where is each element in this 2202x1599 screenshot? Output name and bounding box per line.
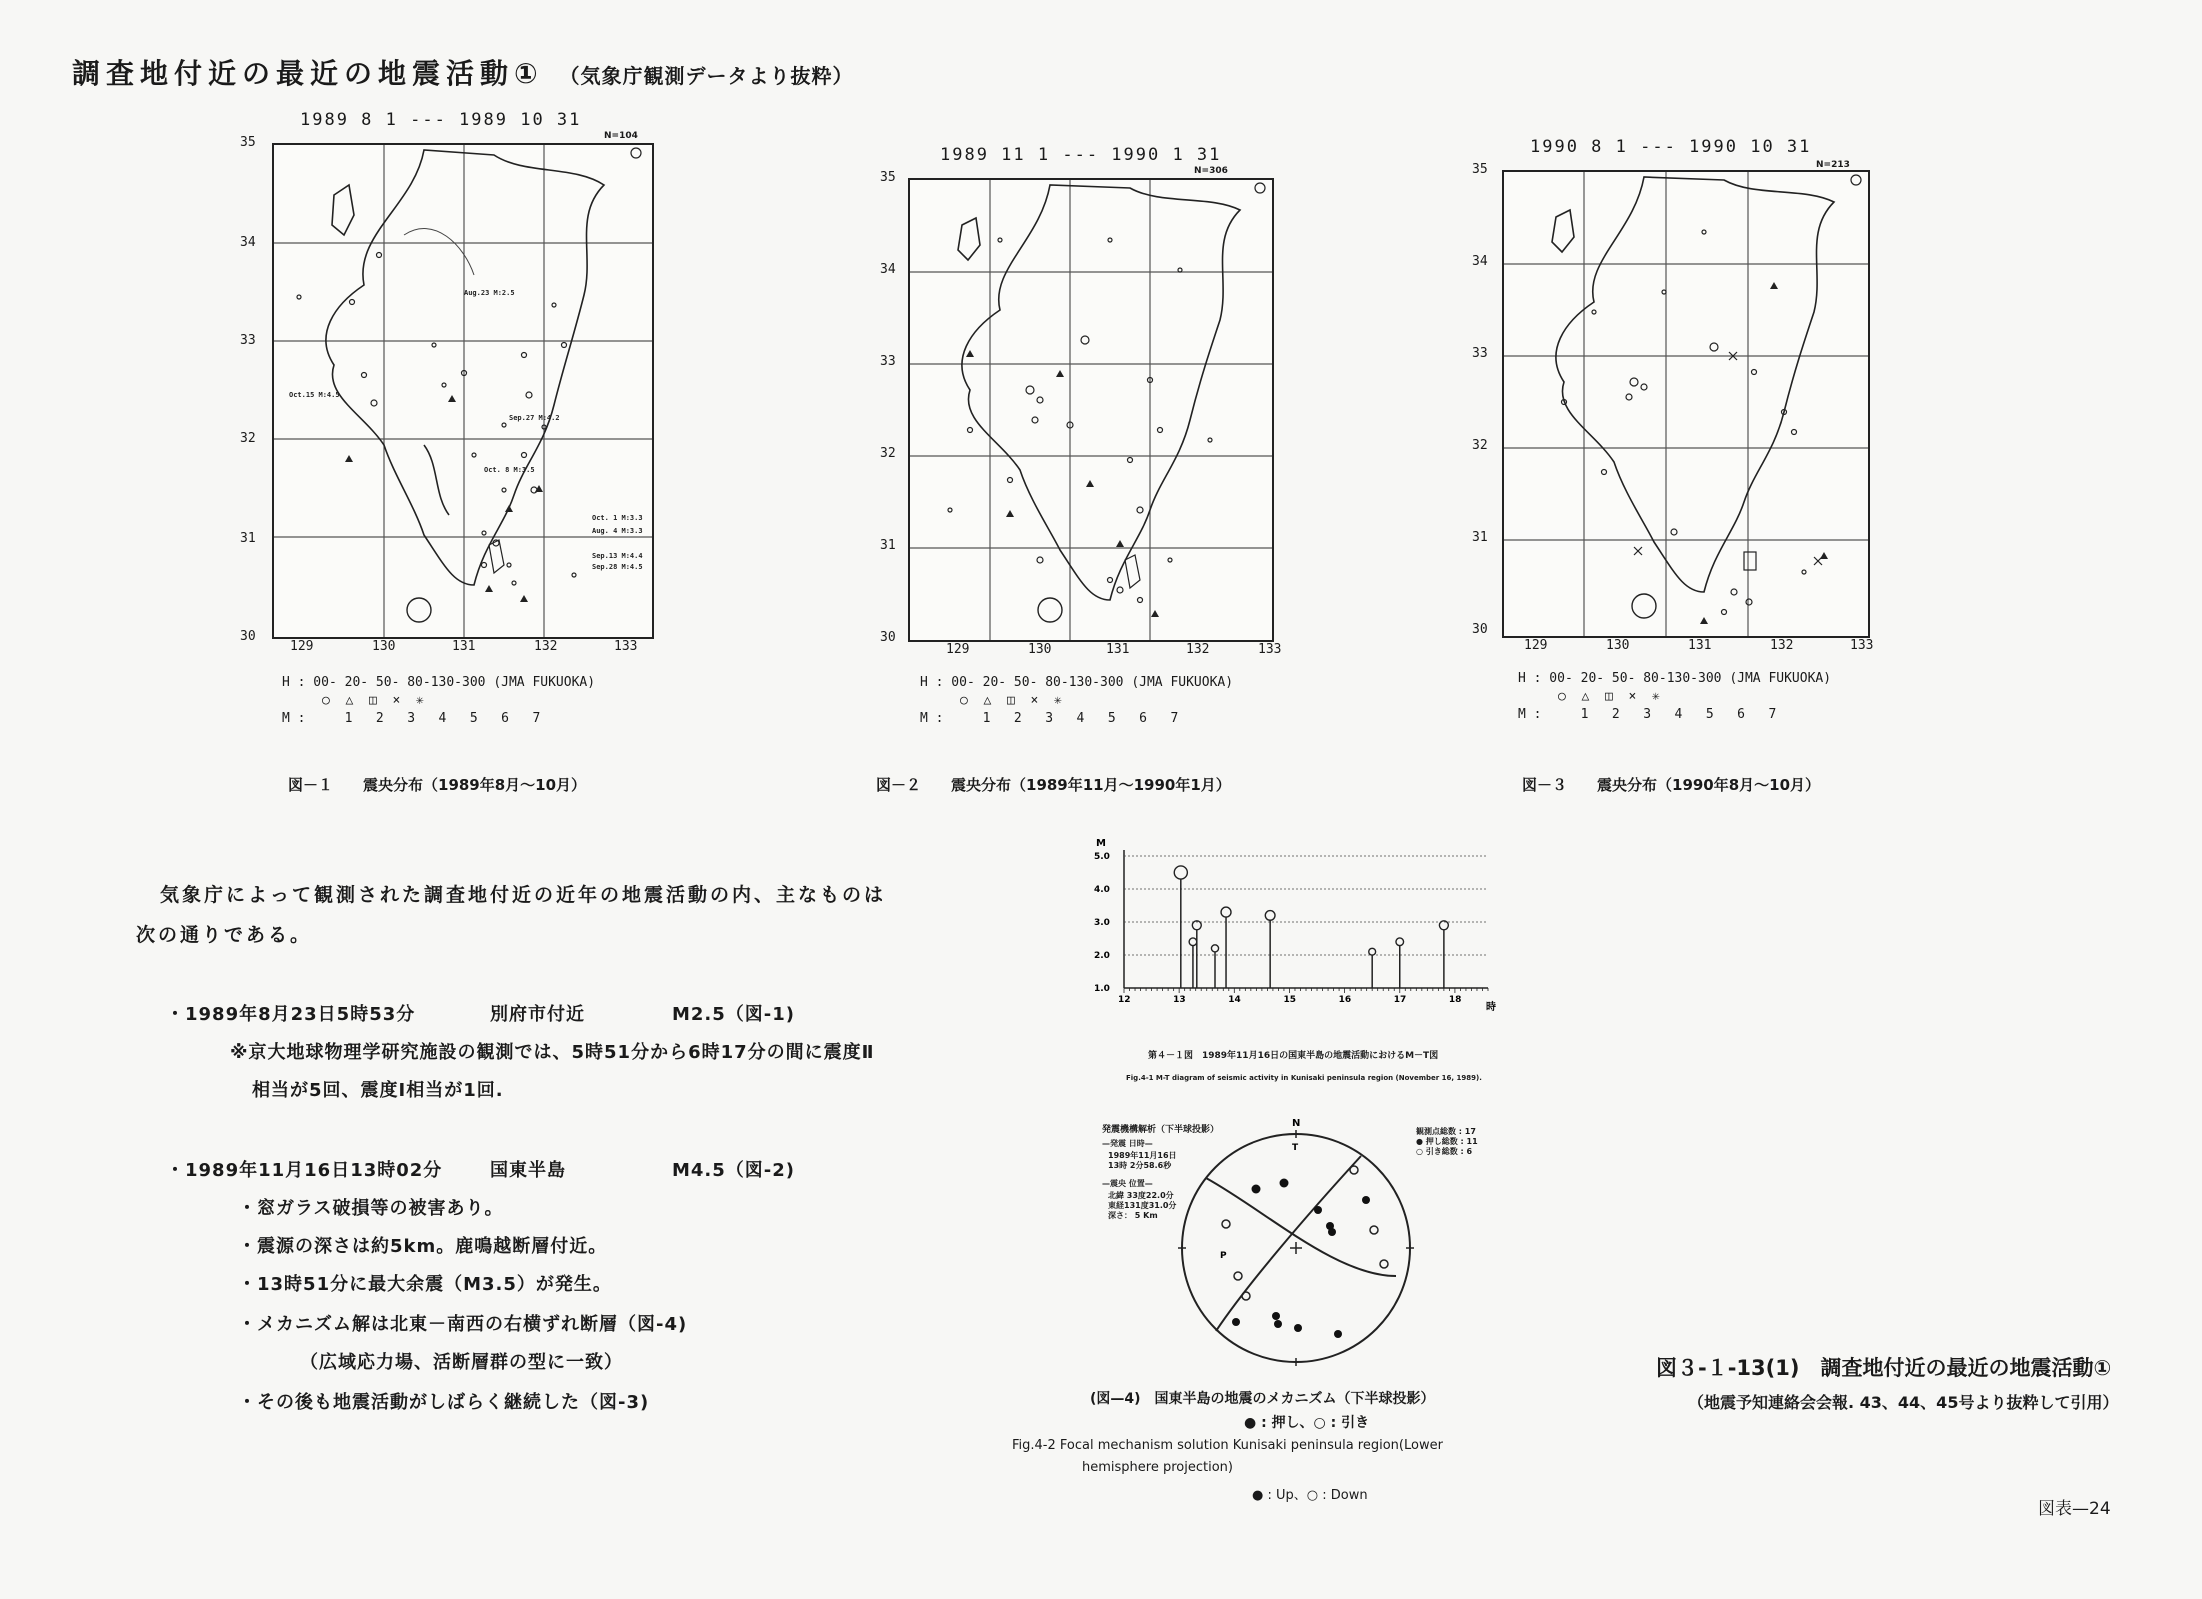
lon-label: 133 — [1850, 638, 1874, 653]
event1-place: 別府市付近 — [490, 1004, 585, 1025]
nodal-plane — [1206, 1178, 1396, 1276]
lat-label: 32 — [1472, 438, 1488, 453]
figure-title: 図３-１-13(1) 調査地付近の最近の地震活動① — [1656, 1356, 2112, 1380]
lon-label: 130 — [1028, 642, 1052, 657]
event2-date: ・1989年11月16日13時02分 — [166, 1160, 443, 1181]
map1-caption: 図－１ 震央分布（1989年8月～10月） — [288, 776, 587, 794]
mt-ylabel: M — [1096, 838, 1106, 849]
lat-label: 34 — [880, 262, 896, 277]
legend-mag: M : 1 2 3 4 5 6 7 — [282, 711, 541, 726]
mech-origin-time: 13時 2分58.6秒 — [1108, 1161, 1172, 1170]
intro-line2: 次の通りである。 — [136, 924, 313, 946]
mt-xtick-label: 15 — [1283, 995, 1296, 1005]
map3-frame — [1502, 170, 1870, 638]
mt-xtick-label: 12 — [1118, 995, 1131, 1005]
map3-range: 1990 8 1 --- 1990 10 31 — [1530, 137, 1812, 157]
lat-label: 32 — [880, 446, 896, 461]
map2-range: 1989 11 1 --- 1990 1 31 — [940, 145, 1222, 165]
event2-note: ・13時51分に最大余震（M3.5）が発生。 — [238, 1274, 612, 1295]
legend-depth: H : 00- 20- 50- 80-130-300 (JMA FUKUOKA) — [282, 675, 596, 690]
map1-plot — [274, 145, 652, 637]
mech-depth: 深さ： 5 Km — [1108, 1211, 1158, 1220]
event2-note: ・震源の深さは約5km。鹿鳴越断層付近。 — [238, 1236, 608, 1257]
legend-depth: H : 00- 20- 50- 80-130-300 (JMA FUKUOKA) — [920, 675, 1234, 690]
mt-xtick-label: 16 — [1338, 995, 1352, 1005]
event1-note: ※京大地球物理学研究施設の観測では、5時51分から6時17分の間に震度Ⅱ — [230, 1042, 875, 1063]
mt-event-point — [1369, 948, 1376, 955]
map3-count: N=213 — [1816, 160, 1850, 170]
map2-frame — [908, 178, 1274, 642]
lon-label: 131 — [452, 639, 476, 654]
legend-mag: M : 1 2 3 4 5 6 7 — [1518, 707, 1777, 722]
map1 — [240, 135, 656, 654]
lat-label: 30 — [240, 629, 256, 644]
mech-legend-en: ● : Up、○ : Down — [1252, 1488, 1368, 1503]
map1-annotation: Sep.13 M:4.4 — [592, 552, 643, 560]
lon-label: 129 — [290, 639, 314, 654]
map2-legend — [920, 674, 1233, 728]
event2-note: ・メカニズム解は北東－南西の右横ずれ断層（図-4) — [238, 1314, 688, 1335]
map1-annotation: Sep.27 M:4.2 — [509, 414, 560, 422]
mt-caption-jp: 第４－１図 1989年11月16日の国東半島の地震活動におけるM－T図 — [1148, 1051, 1439, 1061]
lat-label: 35 — [1472, 162, 1488, 177]
lat-label: 30 — [880, 630, 896, 645]
mech-stats: ● 押し総数 : 11 — [1416, 1137, 1478, 1146]
mt-event-point — [1265, 911, 1275, 921]
map1-annotation: Oct. 8 M:3.5 — [484, 466, 535, 474]
lon-label: 133 — [1258, 642, 1282, 657]
lat-label: 31 — [240, 531, 256, 546]
event2-note: ・その後も地震活動がしばらく継続した（図-3) — [238, 1392, 650, 1413]
mt-event-point — [1396, 938, 1404, 946]
legend-depth: H : 00- 20- 50- 80-130-300 (JMA FUKUOKA) — [1518, 671, 1832, 686]
mechanism — [1096, 1116, 1496, 1386]
p-axis-label: P — [1220, 1251, 1227, 1261]
lon-label: 131 — [1106, 642, 1130, 657]
mech-stats: 観測点総数 : 17 — [1416, 1127, 1476, 1136]
mt-event-point — [1174, 866, 1187, 879]
event2-note: ・窓ガラス破損等の被害あり。 — [238, 1198, 504, 1219]
nodal-plane — [1216, 1156, 1361, 1331]
page-number: 図表—24 — [2038, 1499, 2111, 1519]
event2-note: （広域応力場、活断層群の型に一致） — [300, 1352, 623, 1373]
lat-label: 31 — [1472, 530, 1488, 545]
map1-annotation: Aug. 4 M:3.3 — [592, 527, 643, 535]
mt-xtick-label: 17 — [1393, 995, 1407, 1005]
lon-label: 129 — [946, 642, 970, 657]
mech-header: 発震機構解析（下半球投影） — [1102, 1125, 1220, 1135]
mech-legend-jp: ● : 押し、○ : 引き — [1244, 1415, 1370, 1431]
mech-stats: ○ 引き総数 : 6 — [1416, 1147, 1473, 1156]
mt-ytick-label: 2.0 — [1094, 951, 1110, 961]
map3-caption: 図－３ 震央分布（1990年8月～10月） — [1522, 776, 1821, 794]
intro-line1: 気象庁によって観測された調査地付近の近年の地震活動の内、主なものは — [160, 884, 887, 906]
mt-event-point — [1211, 945, 1218, 952]
lon-label: 131 — [1688, 638, 1712, 653]
map1-annotation: Oct.15 M:4.5 — [289, 391, 340, 399]
lat-label: 35 — [240, 135, 256, 150]
lon-label: 130 — [372, 639, 396, 654]
title-main: 調査地付近の最近の地震活動① — [72, 57, 544, 90]
event1-note: 相当が5回、震度Ⅰ相当が1回. — [252, 1080, 504, 1101]
map2-caption: 図－２ 震央分布（1989年11月～1990年1月） — [876, 776, 1231, 794]
north-label: N — [1292, 1118, 1301, 1129]
mech-lat: 北緯 33度22.0分 — [1108, 1191, 1174, 1200]
map1-count: N=104 — [604, 131, 638, 141]
mt-event-point — [1439, 921, 1448, 930]
lat-label: 32 — [240, 431, 256, 446]
page-title — [72, 52, 853, 92]
lon-label: 132 — [534, 639, 558, 654]
lon-label: 133 — [614, 639, 638, 654]
mt-caption-en: Fig.4-1 M-T diagram of seismic activity in Kunisaki peninsula region (November 16, 1989). — [1126, 1074, 1482, 1082]
mt-xtick-label: 18 — [1448, 995, 1462, 1005]
mech-caption-en: hemisphere projection) — [1082, 1460, 1233, 1475]
lat-label: 33 — [880, 354, 896, 369]
map1-legend — [282, 674, 595, 728]
lat-label: 34 — [240, 235, 256, 250]
mt-chart-svg — [1090, 832, 1510, 1022]
map1-annotation: Sep.28 M:4.5 — [592, 563, 643, 571]
event1-mag: M2.5（図-1) — [672, 1004, 796, 1025]
map3 — [1472, 162, 1892, 658]
lat-label: 33 — [240, 333, 256, 348]
map3-plot — [1504, 172, 1868, 636]
beachball — [1176, 1116, 1416, 1386]
mt-ytick-label: 5.0 — [1094, 852, 1110, 862]
mt-chart — [1090, 832, 1510, 1022]
legend-symbols: ○ △ ◫ × ✳ — [322, 693, 424, 708]
mech-origin-label: —発震 日時— — [1102, 1139, 1153, 1148]
figure-source: （地震予知連絡会会報. 43、44、45号より抜粋して引用） — [1688, 1393, 2119, 1412]
lat-label: 31 — [880, 538, 896, 553]
mt-xlabel: 時 — [1486, 1002, 1496, 1013]
mt-xtick-label: 14 — [1228, 995, 1241, 1005]
map2 — [880, 170, 1280, 660]
event2-mag: M4.5（図-2) — [672, 1160, 796, 1181]
mt-event-point — [1189, 938, 1197, 946]
map3-legend — [1518, 670, 1831, 724]
legend-symbols: ○ △ ◫ × ✳ — [960, 693, 1062, 708]
map1-annotation: Aug.23 M:2.5 — [464, 289, 515, 297]
lon-label: 132 — [1186, 642, 1210, 657]
lat-label: 35 — [880, 170, 896, 185]
map2-count: N=306 — [1194, 166, 1228, 176]
mech-origin-date: 1989年11月16日 — [1108, 1151, 1177, 1160]
legend-symbols: ○ △ ◫ × ✳ — [1558, 689, 1660, 704]
lat-label: 30 — [1472, 622, 1488, 637]
event2-place: 国東半島 — [490, 1160, 566, 1181]
event1-date: ・1989年8月23日5時53分 — [166, 1004, 416, 1025]
mech-epi-label: —震央 位置— — [1102, 1179, 1153, 1188]
mt-ytick-label: 1.0 — [1094, 984, 1110, 994]
mt-xtick-label: 13 — [1173, 995, 1186, 1005]
mech-caption: (図—4) 国東半島の地震のメカニズム（下半球投影） — [1090, 1391, 1435, 1407]
t-axis-label: T — [1292, 1143, 1299, 1153]
mt-event-point — [1221, 907, 1231, 917]
map1-frame — [272, 143, 654, 639]
mech-lon: 東経131度31.0分 — [1108, 1201, 1177, 1210]
lon-label: 132 — [1770, 638, 1794, 653]
map2-plot — [910, 180, 1272, 640]
legend-mag: M : 1 2 3 4 5 6 7 — [920, 711, 1179, 726]
mt-ytick-label: 4.0 — [1094, 885, 1110, 895]
map1-range: 1989 8 1 --- 1989 10 31 — [300, 110, 582, 130]
lon-label: 129 — [1524, 638, 1548, 653]
lon-label: 130 — [1606, 638, 1630, 653]
mech-caption-en: Fig.4-2 Focal mechanism solution Kunisaki peninsula region(Lower — [1012, 1438, 1443, 1453]
title-subtitle: （気象庁観測データより抜粋） — [559, 64, 854, 88]
lat-label: 34 — [1472, 254, 1488, 269]
map1-annotation: Oct. 1 M:3.3 — [592, 514, 643, 522]
mt-ytick-label: 3.0 — [1094, 918, 1110, 928]
lat-label: 33 — [1472, 346, 1488, 361]
